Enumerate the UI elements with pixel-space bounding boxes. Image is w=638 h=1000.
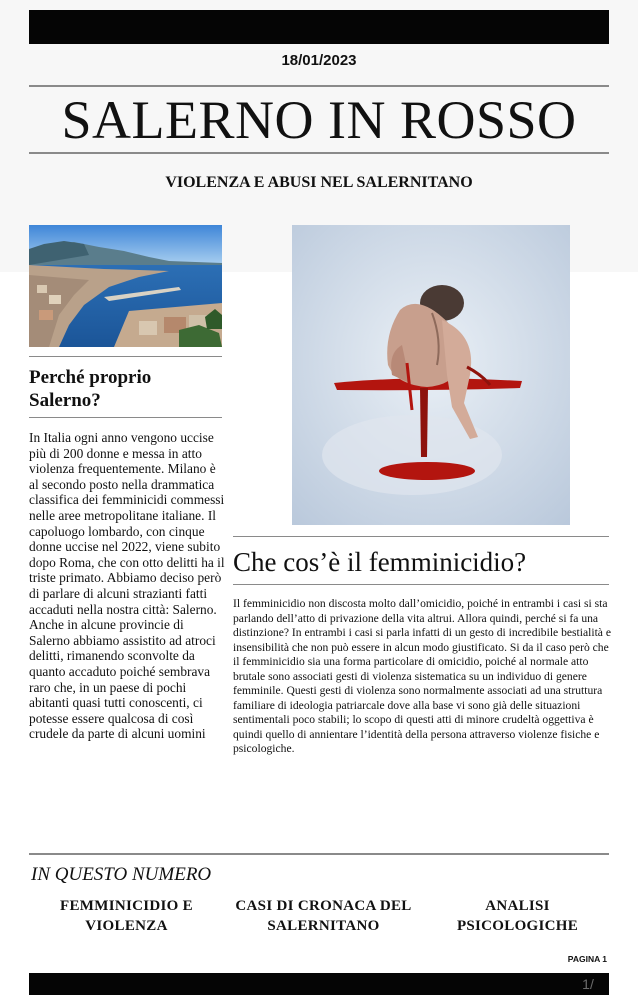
page-number: PAGINA 1 (567, 954, 607, 964)
masthead-subtitle: VIOLENZA E ABUSI NEL SALERNITANO (165, 174, 473, 191)
sidebar-rule-top (29, 356, 222, 357)
page-counter-tag: 1/ (582, 976, 594, 992)
issue-item-analisi: ANALISI PSICOLOGICHE (456, 898, 579, 934)
main-article-heading: Che cos’è il femminicidio? (233, 547, 527, 577)
main-article-body: Il femminicidio non discosta molto dall’omicidio, poiché in entrambi i casi si sta parlando dell’atto di privazione della vita altrui. Allora quindi, perché si fa una distinzione? In entrambi i casi si parla infatti di un gesto di incredibile bestialità e insensibilità che non può essere in alcun modo giustificato. Si da il caso però che il femminicidio sia una forma particolare di omicidio, poiché al normale atto brutale sono associati gesti di violenza sistematica su un individuo di genere femminile. Questi gesti di violenza sono normalmente associati ad una struttura familiare di ideologia patriarcale dove alla base vi sono già delle situazioni sentimentali poco stabili; lo scopo di questi atti di minore crudeltà oggettiva è quindi quello di annientare l’identità della persona attraverso violenze fisiche e psicologiche. (233, 597, 611, 755)
issue-date: 18/01/2023 (281, 52, 357, 69)
issue-item-cronaca: CASI DI CRONACA DEL SALERNITANO (235, 898, 412, 934)
femminicidio-painting (292, 225, 570, 525)
bottom-black-bar (29, 973, 609, 995)
masthead-rule-bottom (29, 152, 609, 154)
top-black-bar (29, 10, 609, 44)
main-rule-top (233, 536, 609, 537)
main-rule-bottom (233, 584, 609, 585)
issue-contents-title: IN QUESTO NUMERO (31, 864, 212, 885)
issue-item-femminicidio: FEMMINICIDIO E VIOLENZA (60, 898, 193, 934)
issue-rule (29, 853, 609, 855)
sidebar-heading: Perché proprio Salerno? (29, 367, 152, 411)
sidebar-article-body: In Italia ogni anno vengono uccise più di 200 donne e messa in atto violenza frequentemente. Milano è al secondo posto nella drammatica classifica dei femminicidi commessi nelle aree metropolitane italiane. Il capoluogo lombardo, con cinque donne uccise nel 2022, viene subito dopo Roma, che con otto delitti ha il triste primato. Abbiamo deciso però di parlare di alcuni strazianti fatti accaduti nella nostra città: Salerno. Anche in alcune provincie di Salerno abbiamo assistito ad atroci delitti, rimanendo sconvolte da quanto accaduto poiché sembrava raro che, in un paese di pochi abitanti quasi tutti conoscenti, ci potesse essere qualcosa di così crudele da parte di alcuni uomini (29, 430, 225, 742)
salerno-coast-photo (29, 225, 222, 347)
masthead-title: SALERNO IN ROSSO (61, 90, 577, 150)
sidebar-rule-bottom (29, 417, 222, 418)
